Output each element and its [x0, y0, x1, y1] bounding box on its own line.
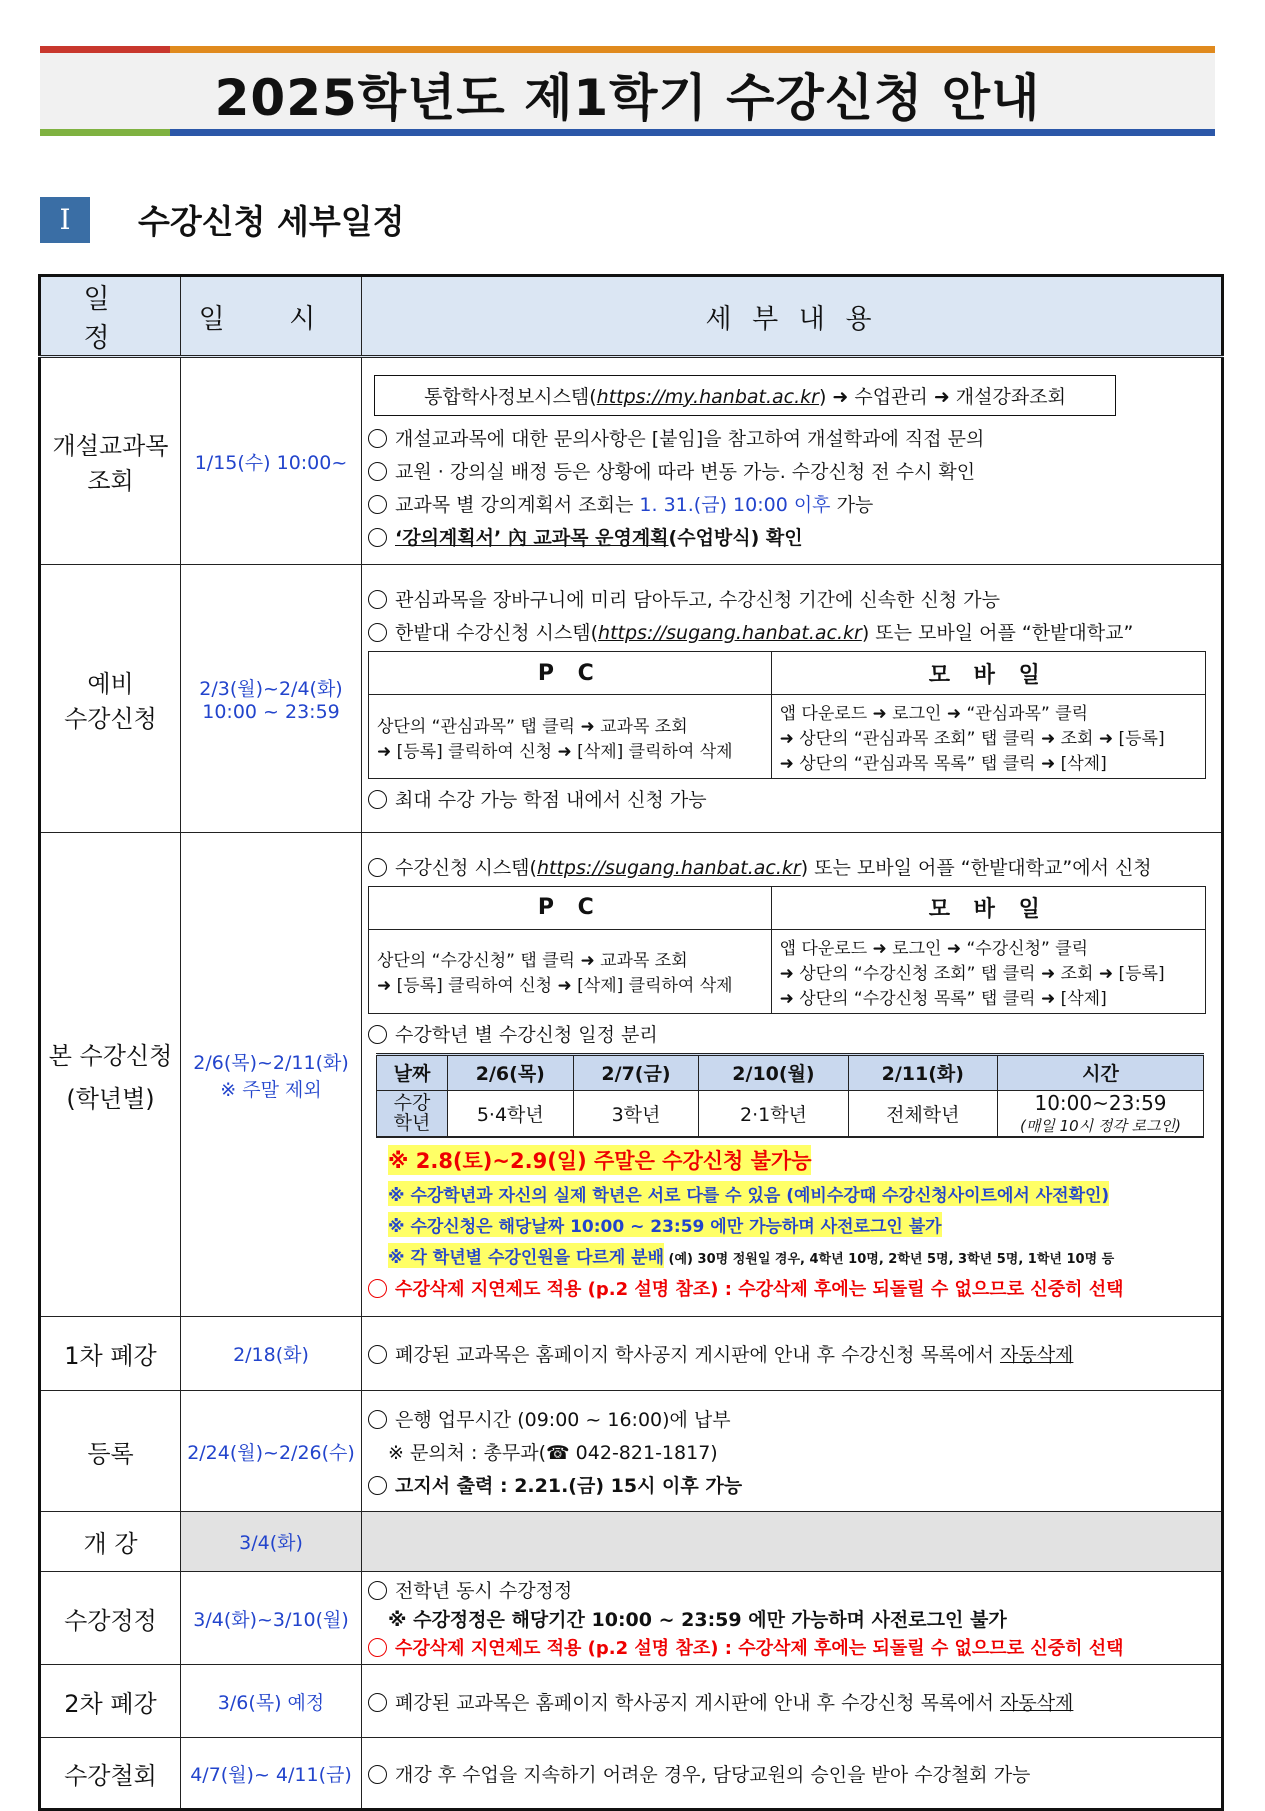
item-text: ) 또는 모바일 어플 “한밭대학교”에서 신청 [800, 856, 1152, 879]
table-row [40, 1738, 1223, 1810]
grade-schedule-table [376, 1053, 1204, 1138]
title-top-bar [40, 46, 1215, 53]
item-text: 전학년 동시 수강정정 [395, 1580, 573, 1602]
item-text: 한밭대 수강신청 시스템( [395, 622, 599, 644]
item-text: 교과목 별 강의계획서 조회는 [395, 493, 640, 516]
row-details [362, 1665, 1223, 1738]
row-details [362, 565, 1223, 833]
mobile-step: 앱 다운로드 ➜ 로그인 ➜ “수강신청” 클릭 [779, 938, 1089, 959]
grade-table-header: 2/7(금) [573, 1054, 699, 1090]
list-item [368, 1340, 1221, 1367]
section-title: 수강신청 세부일정 [138, 202, 405, 241]
item-text: 폐강된 교과목은 홈페이지 학사공지 게시판에 안내 후 수강신청 목록에서 [395, 1691, 1000, 1714]
mobile-step: ➜ 상단의 “관심과목 목록” 탭 클릭 ➜ [삭제] [779, 754, 1107, 774]
row-name: 예비 수강신청 [40, 565, 181, 833]
circle-bullet-icon [368, 1476, 387, 1495]
header-details: 세 부 내 용 [362, 276, 1223, 357]
list-item [368, 1405, 1221, 1432]
quota-note: ※ 각 학년별 수강인원을 다르게 분배 [388, 1243, 664, 1268]
list-item [368, 1760, 1221, 1787]
list-item [368, 1634, 1221, 1660]
table-header-row [40, 276, 1223, 357]
list-item [368, 1576, 1221, 1603]
circle-bullet-icon [368, 790, 387, 809]
row-name: 등록 [40, 1391, 181, 1512]
grade-time-cell [998, 1090, 1204, 1137]
row-date: 3/6(목) 예정 [181, 1665, 362, 1738]
item-text: (수업방식) 확인 [668, 526, 803, 549]
auto-delete-text: 자동삭제 [999, 1691, 1074, 1714]
mobile-instructions [771, 695, 1205, 779]
login-note: (매일 10시 정각 로그인) [1019, 1116, 1182, 1135]
mobile-header: 모 바 일 [771, 886, 1205, 929]
grade-cell: 3학년 [573, 1090, 699, 1137]
item-text: 고지서 출력 : 2.21.(금) 15시 이후 가능 [395, 1474, 743, 1497]
row-date: 4/7(월)~ 4/11(금) [181, 1738, 362, 1810]
delete-delay-warning: 수강삭제 지연제도 적용 (p.2 설명 참조) : 수강삭제 후에는 되돌릴 수 없으므로 신중히 선택 [395, 1638, 1124, 1659]
title-banner [40, 46, 1215, 136]
mobile-step: 앱 다운로드 ➜ 로그인 ➜ “관심과목” 클릭 [779, 704, 1089, 724]
list-item [368, 853, 1221, 880]
date-range: 2/3(월)~2/4(화) [199, 678, 343, 700]
time-range: 10:00~23:59 [1034, 1090, 1167, 1115]
circle-bullet-icon [368, 1638, 387, 1657]
circle-bullet-icon [368, 1581, 387, 1600]
table-row [40, 1572, 1223, 1665]
table-row [40, 833, 1223, 1317]
mobile-instructions [771, 929, 1205, 1013]
mobile-header: 모 바 일 [771, 652, 1205, 695]
period-note: ※ 수강정정은 해당기간 10:00 ~ 23:59 에만 가능하며 사전로그인 불가 [388, 1609, 1007, 1631]
grade-note: ※ 수강학년과 자신의 실제 학년은 서로 다를 수 있음 (예비수강때 수강신청사이트에서 사전확인) [388, 1181, 1109, 1206]
row-name-line: (학년별) [66, 1084, 155, 1113]
grade-table-header: 날짜 [377, 1054, 448, 1090]
list-item [368, 1275, 1221, 1301]
row-name: 개설교과목 조회 [40, 357, 181, 565]
pc-mobile-table [368, 886, 1206, 1014]
time-range: 10:00 ~ 23:59 [202, 701, 340, 723]
item-text: 관심과목을 장바구니에 미리 담아두고, 수강신청 기간에 신속한 신청 가능 [395, 589, 1000, 611]
row-details [362, 1391, 1223, 1512]
item-text: 수강학년 별 수강신청 일정 분리 [395, 1023, 658, 1046]
item-text: 폐강된 교과목은 홈페이지 학사공지 게시판에 안내 후 수강신청 목록에서 [395, 1344, 1000, 1366]
list-item [368, 618, 1221, 645]
row-details [362, 1738, 1223, 1810]
sugang-link[interactable]: https://sugang.hanbat.ac.kr [536, 856, 801, 879]
item-text: 최대 수강 가능 학점 내에서 신청 가능 [395, 789, 707, 811]
item-text: ) 또는 모바일 어플 “한밭대학교” [861, 622, 1134, 644]
item-text: 개설교과목에 대한 문의사항은 [붙임]을 참고하여 개설학과에 직접 문의 [395, 427, 985, 450]
item-text: 가능 [830, 493, 874, 516]
sugang-link[interactable]: https://sugang.hanbat.ac.kr [598, 622, 862, 644]
row-name: 2차 폐강 [40, 1665, 181, 1738]
row-date [181, 833, 362, 1317]
row-details [362, 357, 1223, 565]
date-range: 2/6(목)~2/11(화) [193, 1051, 349, 1074]
pc-step: 상단의 “수강신청” 탭 클릭 ➜ 교과목 조회 [377, 951, 688, 971]
grade-table-header: 2/10(월) [699, 1054, 848, 1090]
row-date: 3/4(화) [181, 1512, 362, 1572]
list-item [368, 1020, 1221, 1047]
circle-bullet-icon [368, 1279, 387, 1298]
pc-header: P C [369, 886, 772, 929]
path-suffix: ) ➜ 수업관리 ➜ 개설강좌조회 [818, 385, 1066, 408]
quota-example: (예) 30명 정원일 경우, 4학년 10명, 2학년 5명, 3학년 5명, 1학년 10명 등 [664, 1251, 1115, 1267]
circle-bullet-icon [368, 1025, 387, 1044]
row-details [362, 1317, 1223, 1391]
list-item [368, 1688, 1221, 1715]
item-text: 교원 · 강의실 배정 등은 상황에 따라 변동 가능. 수강신청 전 수시 확인 [395, 460, 976, 483]
mobile-step: ➜ 상단의 “수강신청 조회” 탭 클릭 ➜ 조회 ➜ [등록] [779, 963, 1165, 984]
circle-bullet-icon [368, 462, 387, 481]
table-row [40, 357, 1223, 565]
grade-row-label: 수강 학년 [377, 1090, 448, 1137]
circle-bullet-icon [368, 590, 387, 609]
grade-table-header: 2/6(목) [448, 1054, 574, 1090]
header-schedule: 일 정 [40, 276, 181, 357]
list-item [368, 585, 1221, 612]
circle-bullet-icon [368, 1765, 387, 1784]
pc-step: ➜ [등록] 클릭하여 신청 ➜ [삭제] 클릭하여 삭제 [377, 976, 733, 996]
row-date: 2/24(월)~2/26(수) [181, 1391, 362, 1512]
page-title: 2025학년도 제1학기 수강신청 안내 [214, 69, 1041, 127]
list-item [368, 490, 1221, 517]
circle-bullet-icon [368, 528, 387, 547]
row-name: 개 강 [40, 1512, 181, 1572]
grade-table-header: 시간 [998, 1054, 1204, 1090]
row-name-line: 본 수강신청 [48, 1041, 173, 1070]
header-datetime: 일 시 [181, 276, 362, 357]
grade-table-header: 2/11(화) [848, 1054, 997, 1090]
table-row [40, 565, 1223, 833]
row-date: 3/4(화)~3/10(월) [181, 1572, 362, 1665]
item-text: 은행 업무시간 (09:00 ~ 16:00)에 납부 [395, 1408, 731, 1431]
weekend-note: ※ 주말 제외 [220, 1078, 322, 1101]
pc-instructions [369, 929, 772, 1013]
grade-cell: 2·1학년 [699, 1090, 848, 1137]
row-details [362, 1572, 1223, 1665]
row-name: 수강정정 [40, 1572, 181, 1665]
row-details [362, 1512, 1223, 1572]
title-bottom-bar [40, 129, 1215, 136]
circle-bullet-icon [368, 1345, 387, 1364]
pc-step: ➜ [등록] 클릭하여 신청 ➜ [삭제] 클릭하여 삭제 [377, 741, 733, 762]
circle-bullet-icon [368, 1410, 387, 1429]
row-details [362, 833, 1223, 1317]
circle-bullet-icon [368, 429, 387, 448]
table-row [40, 1317, 1223, 1391]
pc-step: 상단의 “관심과목” 탭 클릭 ➜ 교과목 조회 [377, 716, 688, 737]
pc-instructions [369, 695, 772, 779]
portal-link[interactable]: https://my.hanbat.ac.kr [596, 385, 819, 408]
row-date: 2/18(화) [181, 1317, 362, 1391]
pc-mobile-table [368, 651, 1206, 779]
table-row [40, 1512, 1223, 1572]
mobile-step: ➜ 상단의 “수강신청 목록” 탭 클릭 ➜ [삭제] [779, 988, 1107, 1009]
row-date [181, 565, 362, 833]
item-text: 개강 후 수업을 지속하기 어려운 경우, 담당교원의 승인을 받아 수강철회 가능 [395, 1763, 1031, 1786]
circle-bullet-icon [368, 1693, 387, 1712]
pc-header: P C [369, 652, 772, 695]
list-item [368, 457, 1221, 484]
section-number-badge: Ⅰ [40, 197, 90, 243]
row-name: 1차 폐강 [40, 1317, 181, 1391]
row-date: 1/15(수) 10:00~ [181, 357, 362, 565]
schedule-table [38, 274, 1224, 1811]
list-item [368, 424, 1221, 451]
circle-bullet-icon [368, 495, 387, 514]
list-item [368, 523, 1221, 550]
circle-bullet-icon [368, 623, 387, 642]
grade-cell: 5·4학년 [448, 1090, 574, 1137]
list-item [368, 785, 1221, 812]
path-prefix: 통합학사정보시스템( [424, 385, 597, 408]
auto-delete-text: 자동삭제 [999, 1344, 1074, 1366]
circle-bullet-icon [368, 858, 387, 877]
item-text: 수강신청 시스템( [395, 856, 537, 879]
table-row [40, 1665, 1223, 1738]
contact-note: ※ 문의처 : 총무과(☎ 042-821-1817) [388, 1441, 718, 1464]
time-note: ※ 수강신청은 해당날짜 10:00 ~ 23:59 에만 가능하며 사전로그인 불가 [388, 1212, 942, 1237]
list-item [368, 1471, 1221, 1498]
item-text: ‘강의계획서’ 內 교과목 운영계획 [395, 526, 669, 549]
row-name: 수강철회 [40, 1738, 181, 1810]
delete-delay-warning: 수강삭제 지연제도 적용 (p.2 설명 참조) : 수강삭제 후에는 되돌릴 수 없으므로 신중히 선택 [395, 1278, 1124, 1300]
system-path-box [374, 375, 1116, 416]
weekend-warning: ※ 2.8(토)~2.9(일) 주말은 수강신청 불가능 [388, 1145, 811, 1175]
mobile-step: ➜ 상단의 “관심과목 조회” 탭 클릭 ➜ 조회 ➜ [등록] [779, 729, 1165, 749]
syllabus-date: 1. 31.(금) 10:00 [639, 493, 788, 516]
item-text: 이후 [787, 493, 831, 516]
table-row [40, 1391, 1223, 1512]
row-name [40, 833, 181, 1317]
grade-cell: 전체학년 [848, 1090, 997, 1137]
